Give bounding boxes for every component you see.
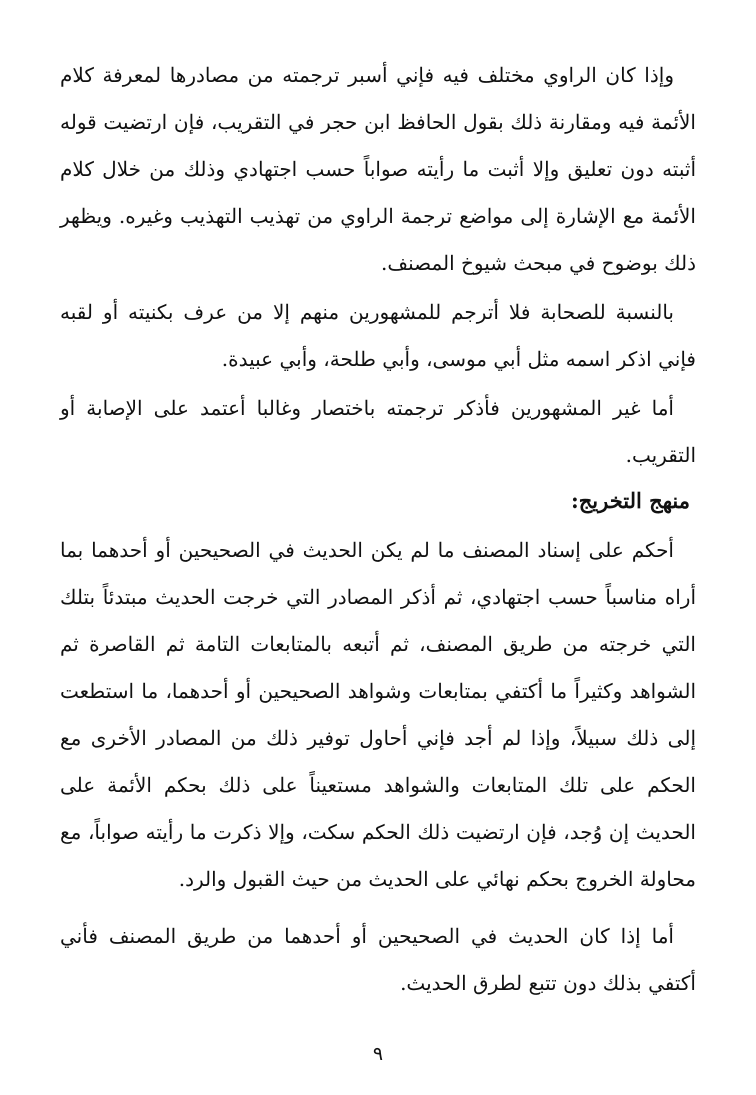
- paragraph-companions: بالنسبة للصحابة فلا أترجم للمشهورين منهم إلا من عرف بكنيته أو لقبه فإني اذكر اسمه مثل أبي موسى، وأبي طلحة، وأبي عبيدة.: [60, 300, 696, 371]
- paragraph-takhrij-method: أحكم على إسناد المصنف ما لم يكن الحديث في الصحيحين أو أحدهما بما أراه مناسباً حسب اجتهادي، ثم أذكر المصادر التي خرجت الحديث مبتدئاً بتلك التي خرجته من طريق المصنف، ثم أتبعه بالمتابعات التامة ثم القاصرة ثم الشواهد وكثيراً ما أكتفي بمتابعات وشواهد الصحيحين أو أحدهما، ما استطعت إلى ذلك سبيلاً، وإذا لم أجد فإني أحاول توفير ذلك من المصادر الأخرى مع الحكم على تلك المتابعات والشواهد مستعيناً على ذلك بحكم الأئمة على الحديث إن وُجد، فإن ارتضيت ذلك الحكم سكت، وإلا ذكرت ما رأيته صواباً، مع محاولة الخروج بحكم نهائي على الحديث من حيث القبول والرد.: [60, 538, 696, 891]
- section-heading: منهج التخريج:: [571, 488, 690, 513]
- paragraph-non-famous: أما غير المشهورين فأذكر ترجمته باختصار وغالبا أعتمد على الإصابة أو التقريب.: [60, 396, 696, 467]
- paragraph-sahihayn: أما إذا كان الحديث في الصحيحين أو أحدهما من طريق المصنف فأني أكتفي بذلك دون تتبع لطرق الحديث.: [60, 924, 696, 995]
- page-body: [60, 52, 696, 1007]
- paragraph-narrator-biography: وإذا كان الراوي مختلف فيه فإني أسبر ترجمته من مصادرها لمعرفة كلام الأئمة فيه ومقارنة ذلك بقول الحافظ ابن حجر في التقريب، فإن ارتضيت قوله أثبته دون تعليق وإلا أثبت ما رأيته صواباً حسب اجتهادي وذلك من خلال كلام الأئمة مع الإشارة إلى مواضع ترجمة الراوي من تهذيب التهذيب وغيره. ويظهر ذلك بوضوح في مبحث شيوخ المصنف.: [60, 63, 696, 275]
- page-number: ٩: [372, 1043, 384, 1065]
